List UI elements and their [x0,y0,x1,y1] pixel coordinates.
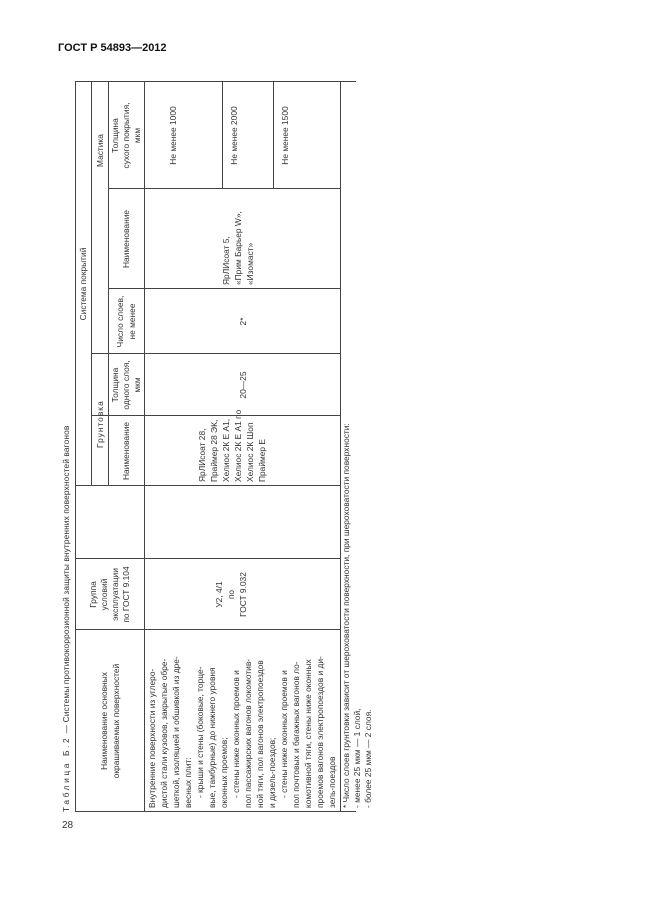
rotated-table-page [58,82,376,812]
page-number: 28 [62,820,74,831]
header-surface: Наименование основных окрашиваемых поверхностей [98,663,121,779]
primer-names: ЯрЛИсоат 28, Праймер 28 ЭК, Хелиос 2К Е А1, Хелиос 2К Е А1 по Хелиос 2К Шоп Праймер Е [197,409,267,482]
header-group: Группа условий эксплуатации по ГОСТ 9.104 [87,566,131,623]
footnote-line-3: - более 25 мкм — 2 слоя. [363,709,373,808]
mastic-names: ЯрЛИсоат 5, «Прим Барьер W», «Изомаст» [221,211,255,285]
operating-group: У2, 4/1 по ГОСТ 9.032 [214,572,248,617]
document-code-header: ГОСТ Р 54893—2012 [58,42,167,54]
surface-description: Внутренние поверхности из углеро- дистой стали кузовов, закрытые обре- шеткой, изоляцией и обшивкой из дре- весных плит: - крыши и стены (боковые, торце- вые, тамбурные) до нижнего уровня оконных проемов; - стены ниже оконных проемов и пол пассажирских вагонов локомотив- ной тяги, пол вагонов электропоездов и дизель-поездов; - стены ниже оконных проемов и пол почтовых и багажных вагонов ло- комотивной тяги, стены ниже оконных проемов вагонов электропоездов и ди- зель-поездов [147,656,337,808]
primer-layer-thickness: 20—25 [238,371,248,399]
table-caption [61,426,71,812]
footnote-line-1: * Число слоев грунтовки зависит от шероховатости поверхности, при шероховатости поверхности: [341,423,351,808]
table-footnote [340,82,376,812]
header-mastic-name: Наименование [121,209,131,269]
thickness-divider-2 [273,82,274,189]
header-bottom-rule [144,82,145,812]
dry-thickness-value-2: Не менее 2000 [229,106,239,165]
thickness-divider-1 [222,82,223,189]
dry-thickness-value-1: Не менее 1000 [168,106,178,165]
header-mastic: Мастика [94,134,105,167]
header-primer: Грунтовка [94,400,105,448]
coating-systems-table [75,82,356,812]
header-dry-thickness: Толщина сухого покрытия, мкм [109,102,142,169]
header-primer-name: Наименование [121,421,131,481]
table-title: — Системы противокоррозионной защиты внутренних поверхностей вагонов [61,425,71,734]
header-primer-thickness: Толщина одного слоя, мкм [109,360,142,410]
table-label: Таблица Б.2 [61,735,71,812]
header-layers: Число слоев, не менее [115,295,137,348]
dry-thickness-value-3: Не менее 1500 [280,106,290,165]
layer-count: 2* [238,317,248,326]
header-coating-system: Система покрытий [78,247,88,321]
footnote-line-2: - менее 25 мкм — 1 слой, [352,708,362,808]
